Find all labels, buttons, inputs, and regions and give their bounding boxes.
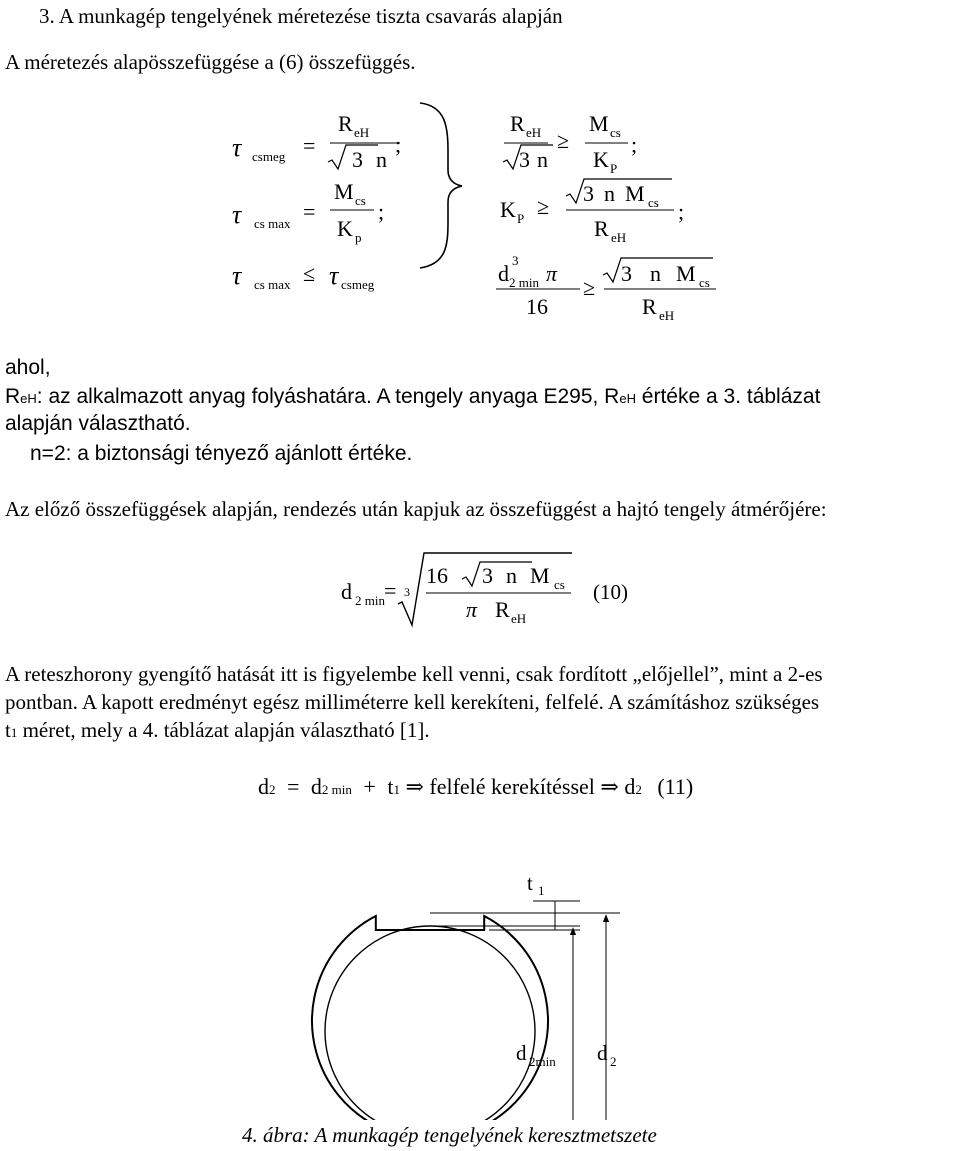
svg-text:2: 2 (610, 1054, 617, 1069)
paragraph-keyway-line-2: pontban. A kapott eredményt egész milliméterre kell kerekíteni, felfelé. A számításhoz szükséges (5, 690, 820, 714)
svg-text:eH: eH (354, 125, 370, 140)
svg-text:2 min: 2 min (509, 275, 539, 290)
svg-text:τ: τ (329, 261, 339, 290)
svg-text:cs: cs (610, 125, 621, 140)
svg-text:eH: eH (659, 308, 675, 323)
svg-text:R: R (338, 111, 353, 136)
equation-block (0, 95, 960, 335)
shaft-outline (312, 916, 548, 1120)
ahol-label: ahol, (5, 356, 51, 379)
d2-label: d (597, 1041, 608, 1065)
ahol-line-2: alapján választható. (5, 412, 191, 435)
svg-text:K: K (593, 147, 609, 172)
svg-text:csmeg: csmeg (252, 149, 286, 164)
svg-text:M: M (625, 181, 645, 206)
svg-text:K: K (500, 197, 516, 222)
svg-text:τ: τ (232, 200, 242, 229)
svg-text:=: = (303, 133, 316, 158)
figure-caption: 4. ábra: A munkagép tengelyének keresztmetszete (242, 1123, 657, 1147)
svg-text:R: R (495, 597, 510, 622)
curly-brace (420, 103, 462, 268)
svg-text:cs: cs (648, 195, 659, 210)
svg-text:3: 3 (512, 253, 519, 268)
svg-text:16: 16 (426, 563, 448, 588)
svg-text:π: π (546, 261, 558, 286)
paragraph-keyway-line-3: t1 méret, mely a 4. táblázat alapján választható [1]. (5, 718, 430, 742)
svg-text:M: M (676, 261, 696, 286)
svg-text:R: R (642, 294, 657, 319)
svg-text:M: M (334, 179, 354, 204)
svg-text:3: 3 (519, 147, 530, 172)
svg-text:≥: ≥ (583, 275, 596, 300)
svg-text:cs: cs (554, 577, 565, 592)
equation-10 (0, 540, 960, 640)
svg-text:2 min: 2 min (355, 593, 385, 608)
svg-text:cs max: cs max (254, 277, 291, 292)
svg-text:K: K (337, 216, 353, 241)
svg-text:eH: eH (526, 125, 542, 140)
d2min-circle (325, 926, 535, 1120)
svg-text:=: = (303, 199, 316, 224)
svg-text:τ: τ (232, 261, 242, 290)
section-heading: 3. A munkagép tengelyének méretezése tiszta csavarás alapján (39, 4, 563, 28)
svg-text:P: P (610, 161, 618, 176)
svg-text:cs: cs (699, 275, 710, 290)
ahol-line-1: ReH: az alkalmazott anyag folyáshatára. A tengely anyaga E295, ReH értéke a 3. táblázat (5, 385, 821, 408)
paragraph-derivation: Az előző összefüggések alapján, rendezés után kapjuk az összefüggést a hajtó tengely átmérőjére: (5, 497, 827, 521)
svg-text:;: ; (395, 132, 402, 157)
svg-text:p: p (355, 230, 362, 245)
svg-text:eH: eH (511, 611, 527, 626)
svg-text:eH: eH (611, 230, 627, 245)
svg-text:n: n (376, 147, 387, 172)
tau-symbol: τ (232, 133, 242, 162)
ahol-line-3: n=2: a biztonsági tényező ajánlott értéke. (30, 442, 413, 465)
svg-text:3: 3 (352, 147, 363, 172)
svg-text:cs: cs (355, 193, 366, 208)
svg-text:cs max: cs max (254, 216, 291, 231)
svg-text:;: ; (631, 132, 638, 157)
svg-text:(10): (10) (593, 580, 628, 604)
svg-text:3: 3 (583, 181, 594, 206)
intro-text: A méretezés alapösszefüggése a (6) összefüggés. (5, 50, 416, 74)
svg-text:n: n (537, 147, 548, 172)
svg-text:2min: 2min (529, 1054, 556, 1069)
paragraph-keyway-line-1: A reteszhorony gyengítő hatását itt is figyelembe kell venni, csak fordított „előjellel”, mint a 2-es (5, 662, 823, 686)
svg-text:n: n (650, 261, 661, 286)
svg-text:3: 3 (482, 563, 493, 588)
svg-text:16: 16 (526, 294, 548, 319)
svg-text:P: P (517, 211, 525, 226)
svg-text:3: 3 (621, 261, 632, 286)
svg-text:R: R (594, 216, 609, 241)
svg-text:;: ; (378, 199, 385, 224)
svg-text:1: 1 (538, 883, 545, 898)
svg-text:≥: ≥ (557, 128, 570, 153)
d2min-label: d (516, 1041, 527, 1065)
equation-11: d2 = d2 min + t1 ⇒ felfelé kerekítéssel ⇒ d2 (11) (258, 774, 694, 799)
svg-text:R: R (510, 111, 525, 136)
svg-text:;: ; (678, 199, 685, 224)
svg-text:n: n (604, 181, 615, 206)
svg-text:d: d (341, 579, 352, 604)
svg-text:3: 3 (404, 585, 410, 599)
svg-text:csmeg: csmeg (341, 277, 375, 292)
shaft-cross-section-figure (0, 860, 960, 1120)
svg-text:≤: ≤ (303, 261, 316, 286)
svg-text:M: M (589, 111, 609, 136)
svg-text:≥: ≥ (537, 194, 550, 219)
t1-label: t (527, 871, 533, 895)
svg-text:n: n (506, 563, 517, 588)
svg-text:π: π (466, 597, 478, 622)
svg-text:d: d (498, 261, 509, 286)
svg-text:M: M (530, 563, 550, 588)
svg-text:=: = (384, 578, 397, 603)
